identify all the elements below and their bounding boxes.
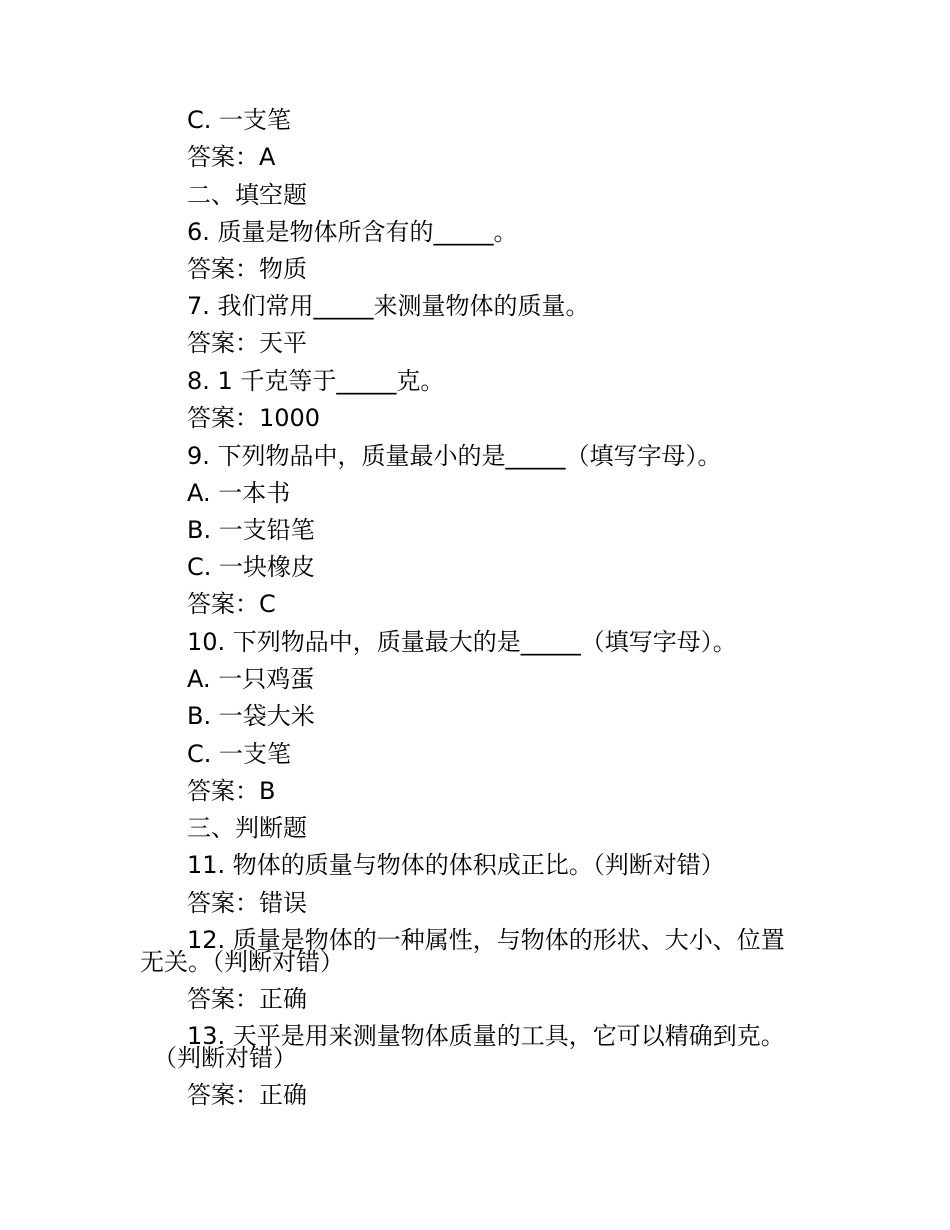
answer-line: 答案：错误 <box>187 889 307 917</box>
option-line: A. 一本书 <box>187 479 291 507</box>
answer-line: 答案：A <box>187 143 276 171</box>
question-line: 6. 质量是物体所含有的_____。 <box>187 218 518 246</box>
answer-line: 答案：天平 <box>187 329 307 357</box>
section-heading: 三、判断题 <box>187 814 307 842</box>
option-line: A. 一只鸡蛋 <box>187 665 315 693</box>
question-line-continued: 无关。（判断对错） <box>140 948 344 976</box>
answer-line: 答案：C <box>187 590 276 618</box>
answer-line: 答案：B <box>187 777 276 805</box>
answer-line: 答案：1000 <box>187 404 321 432</box>
section-heading: 二、填空题 <box>187 181 307 209</box>
option-line: B. 一支铅笔 <box>187 516 315 544</box>
question-line: 7. 我们常用_____来测量物体的质量。 <box>187 292 590 320</box>
option-line: C. 一支笔 <box>187 740 292 768</box>
answer-line: 答案：正确 <box>187 985 307 1013</box>
question-line: 8. 1 千克等于_____克。 <box>187 367 445 395</box>
answer-line: 答案：物质 <box>187 255 307 283</box>
question-line-continued: （判断对错） <box>153 1044 297 1072</box>
question-line: 9. 下列物品中，质量最小的是_____（填写字母）。 <box>187 442 722 470</box>
question-line: 10. 下列物品中，质量最大的是_____（填写字母）。 <box>187 628 737 656</box>
answer-line: 答案：正确 <box>187 1081 307 1109</box>
question-line: 12. 质量是物体的一种属性，与物体的形状、大小、位置 <box>187 926 785 954</box>
option-line: B. 一袋大米 <box>187 702 315 730</box>
option-line: C. 一支笔 <box>187 106 292 134</box>
question-line: 13. 天平是用来测量物体质量的工具，它可以精确到克。 <box>187 1022 785 1050</box>
question-line: 11. 物体的质量与物体的体积成正比。（判断对错） <box>187 851 725 879</box>
option-line: C. 一块橡皮 <box>187 553 316 581</box>
